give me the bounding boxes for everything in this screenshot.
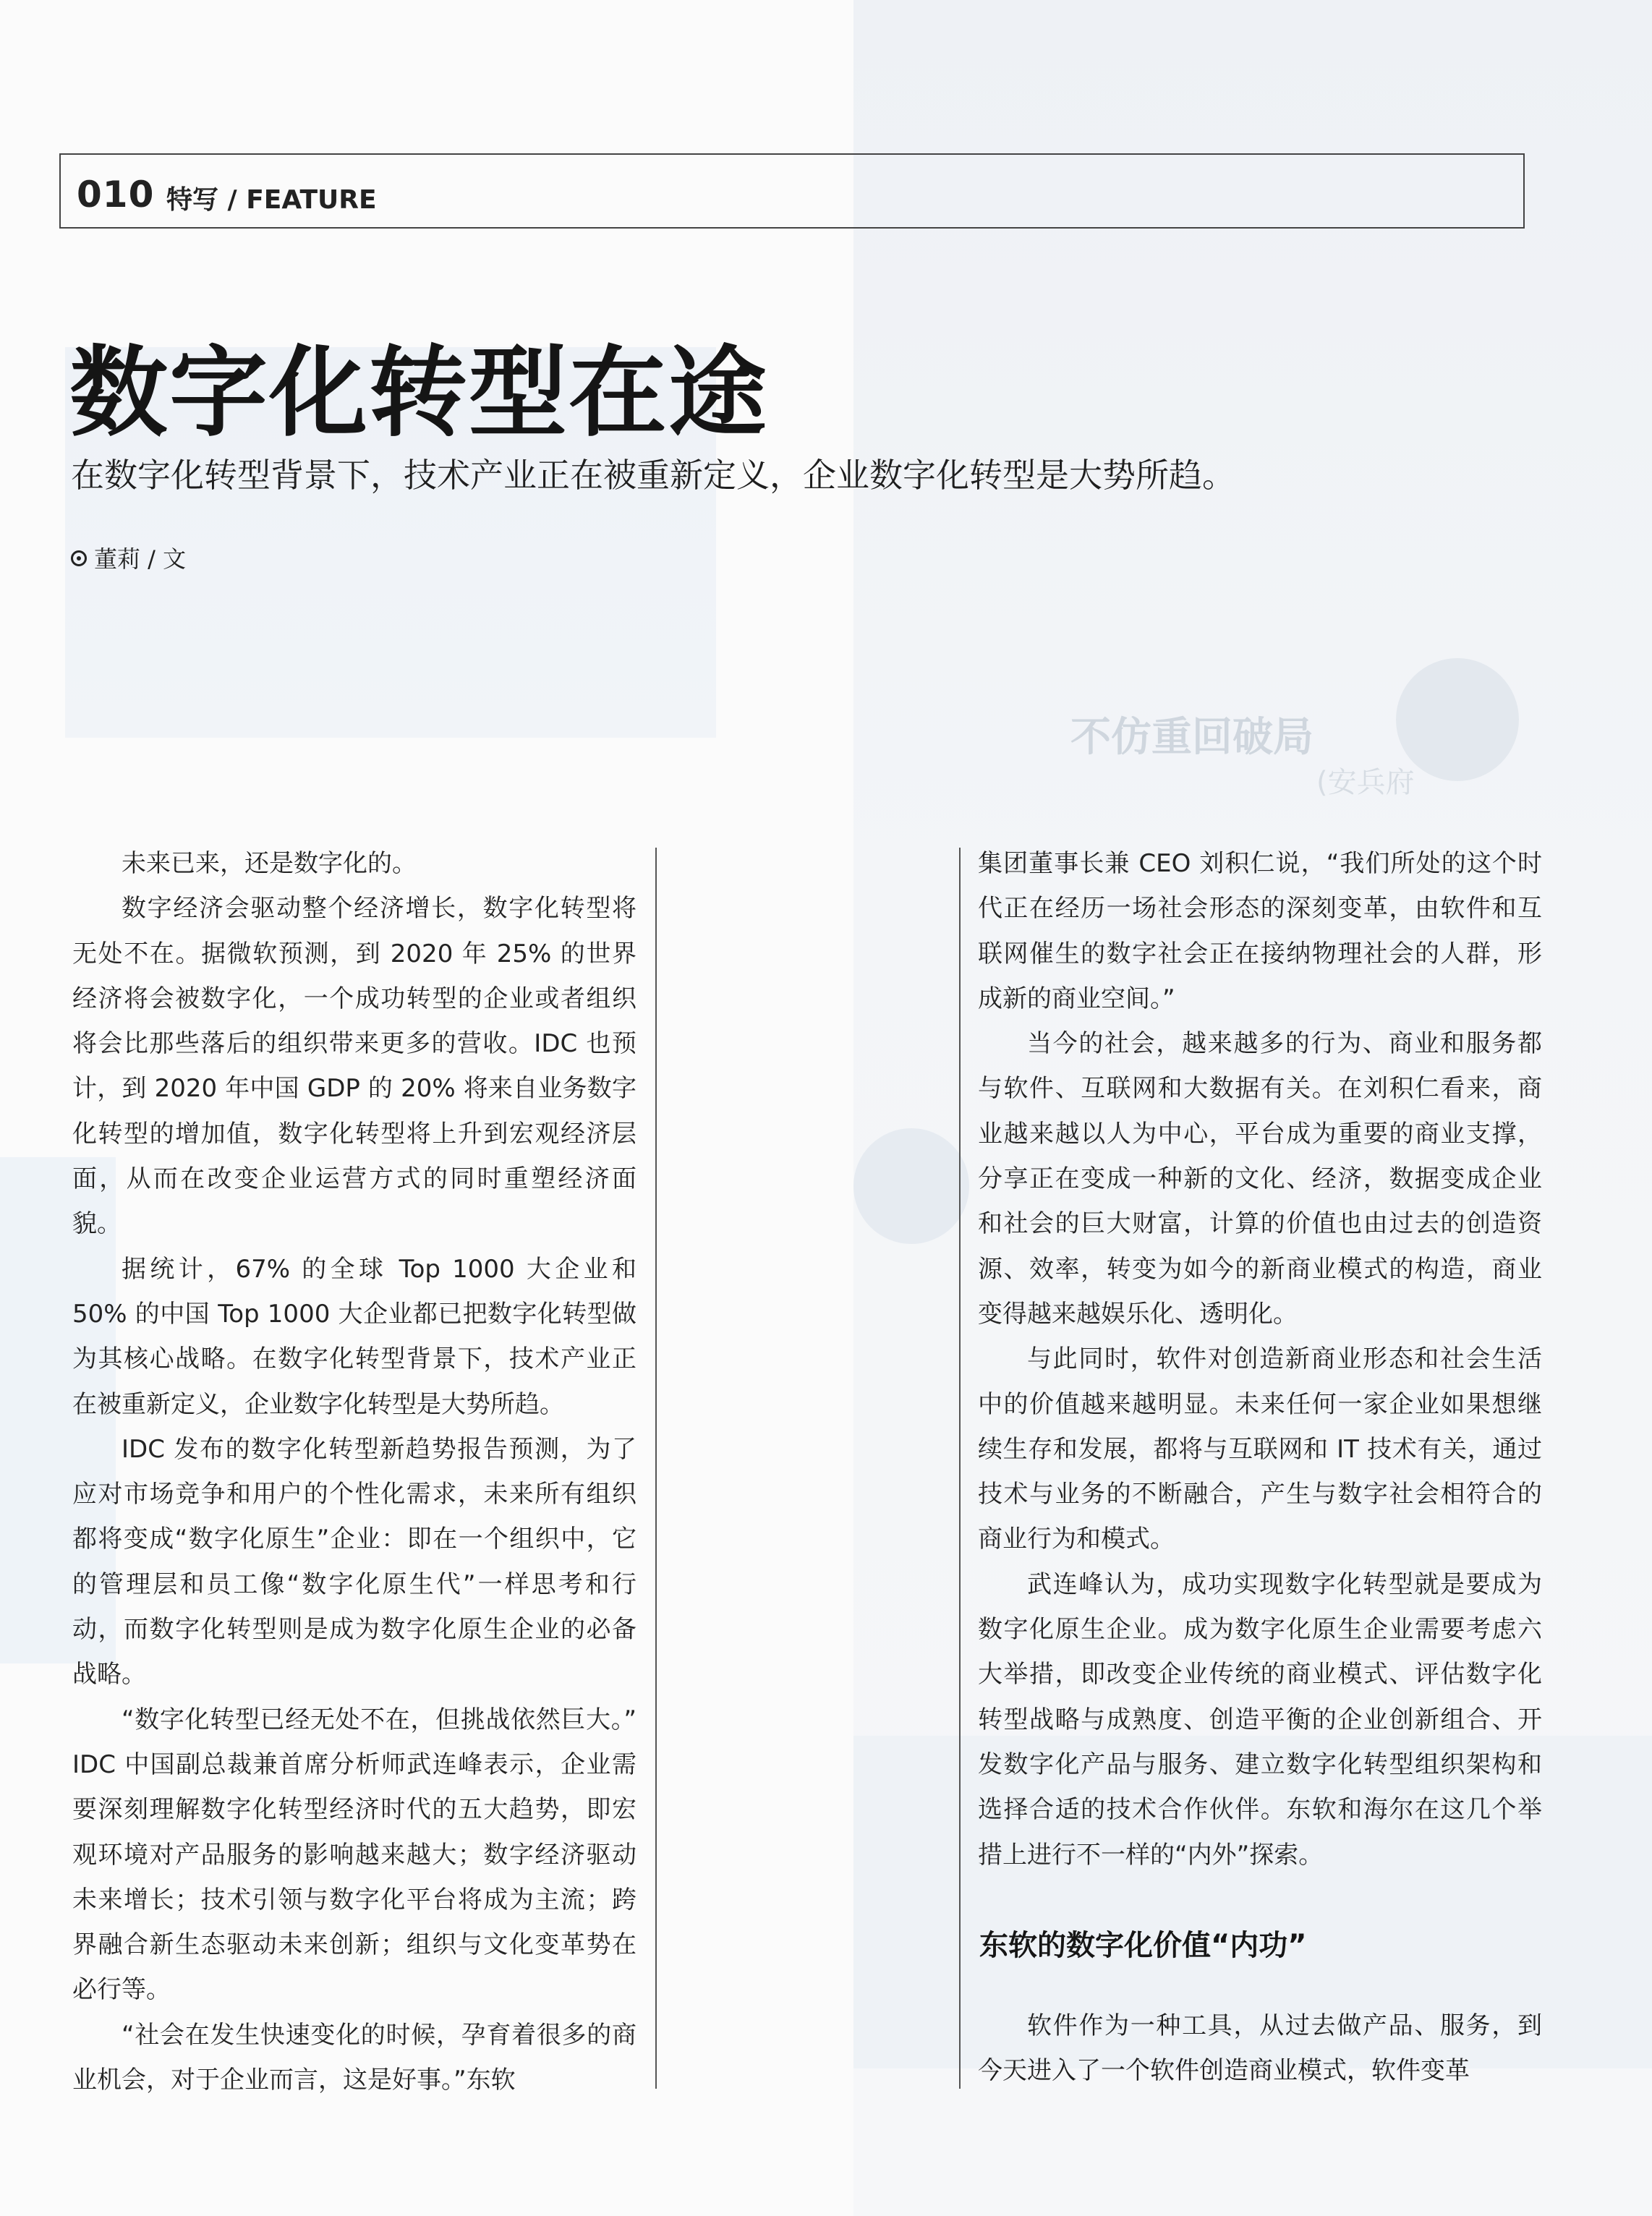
paragraph: 当今的社会，越来越多的行为、商业和服务都与软件、互联网和大数据有关。在刘积仁看来，商业越来越以人为中心，平台成为重要的商业支撑，分享正在变成一种新的文化、经济，数据变成企业和社会的巨大财富，计算的价值也由过去的创造资源、效率，转变为如今的新商业模式的构造，商业变得越来越娱乐化、透明化。 [978, 1029, 1542, 1329]
right-column-tail [978, 2003, 1542, 2093]
paragraph: “数字化转型已经无处不在，但挑战依然巨大。” IDC 中国副总裁兼首席分析师武连峰表示，企业需要深刻理解数字化转型经济时代的五大趋势，即宏观环境对产品服务的影响越来越大；数字经济驱动未来增长；技术引领与数字化平台将成为主流；跨界融合新生态驱动未来创新；组织与文化变革势在必行等。 [72, 1705, 636, 2005]
paragraph: 据统计，67% 的全球 Top 1000 大企业和 50% 的中国 Top 1000 大企业都已把数字化转型做为其核心战略。在数字化转型背景下，技术产业正在被重新定义，企业数字化转型是大势所趋。 [72, 1254, 636, 1419]
author-mark-icon [71, 550, 87, 566]
paragraph: 与此同时，软件对创造新商业形态和社会生活中的价值越来越明显。未来任何一家企业如果想继续生存和发展，都将与互联网和 IT 技术有关，通过技术与业务的不断融合，产生与数字社会相符合的商业行为和模式。 [978, 1344, 1542, 1554]
right-column [978, 841, 1542, 1878]
byline [71, 541, 186, 574]
section-label: 特写 / FEATURE [166, 185, 377, 215]
page-number: 010 [77, 174, 155, 216]
paragraph: 数字经济会驱动整个经济增长，数字化转型将无处不在。据微软预测，到 2020 年 25% 的世界经济将会被数字化，一个成功转型的企业或者组织将会比那些落后的组织带来更多的营收。IDC 也预计，到 2020 年中国 GDP 的 20% 将来自业务数字化转型的增加值，数字化转型将上升到宏观经济层面，从而在改变企业运营方式的同时重塑经济面貌。 [72, 894, 636, 1239]
section-heading: 东软的数字化价值“内功” [979, 1929, 1307, 1962]
paragraph: 集团董事长兼 CEO 刘积仁说，“我们所处的这个时代正在经历一场社会形态的深刻变革，由软件和互联网催生的数字社会正在接纳物理社会的人群，形成新的商业空间。” [978, 849, 1542, 1013]
paragraph: “社会在发生快速变化的时候，孕育着很多的商业机会，对于企业而言，这是好事。”东软 [72, 2020, 636, 2095]
left-column [72, 841, 636, 2102]
paragraph: 武连峰认为，成功实现数字化转型就是要成为数字化原生企业。成为数字化原生企业需要考虑六大举措，即改变企业传统的商业模式、评估数字化转型战略与成熟度、创造平衡的企业创新组合、开发数字化产品与服务、建立数字化转型组织架构和选择合适的技术合作伙伴。东软和海尔在这几个举措上进行不一样的“内外”探索。 [978, 1569, 1542, 1870]
background-title: 不仿重回破局 [1070, 714, 1313, 761]
page-header [59, 153, 1525, 229]
paragraph: 软件作为一种工具，从过去做产品、服务，到今天进入了一个软件创造商业模式，软件变革 [978, 2011, 1542, 2085]
background-circle [853, 1128, 969, 1244]
author: 董莉 / 文 [94, 545, 187, 573]
article-title: 数字化转型在途 [69, 336, 768, 451]
article-subtitle: 在数字化转型背景下，技术产业正在被重新定义，企业数字化转型是大势所趋。 [71, 456, 1235, 495]
column-divider [655, 848, 657, 2089]
paragraph: IDC 发布的数字化转型新趋势报告预测，为了应对市场竞争和用户的个性化需求，未来所有组织都将变成“数字化原生”企业：即在一个组织中，它的管理层和员工像“数字化原生代”一样思考和行动，而数字化转型则是成为数字化原生企业的必备战略。 [72, 1434, 636, 1689]
column-divider [959, 848, 961, 2089]
background-subtitle: (安兵府 [1316, 766, 1415, 799]
paragraph: 未来已来，还是数字化的。 [122, 849, 417, 878]
